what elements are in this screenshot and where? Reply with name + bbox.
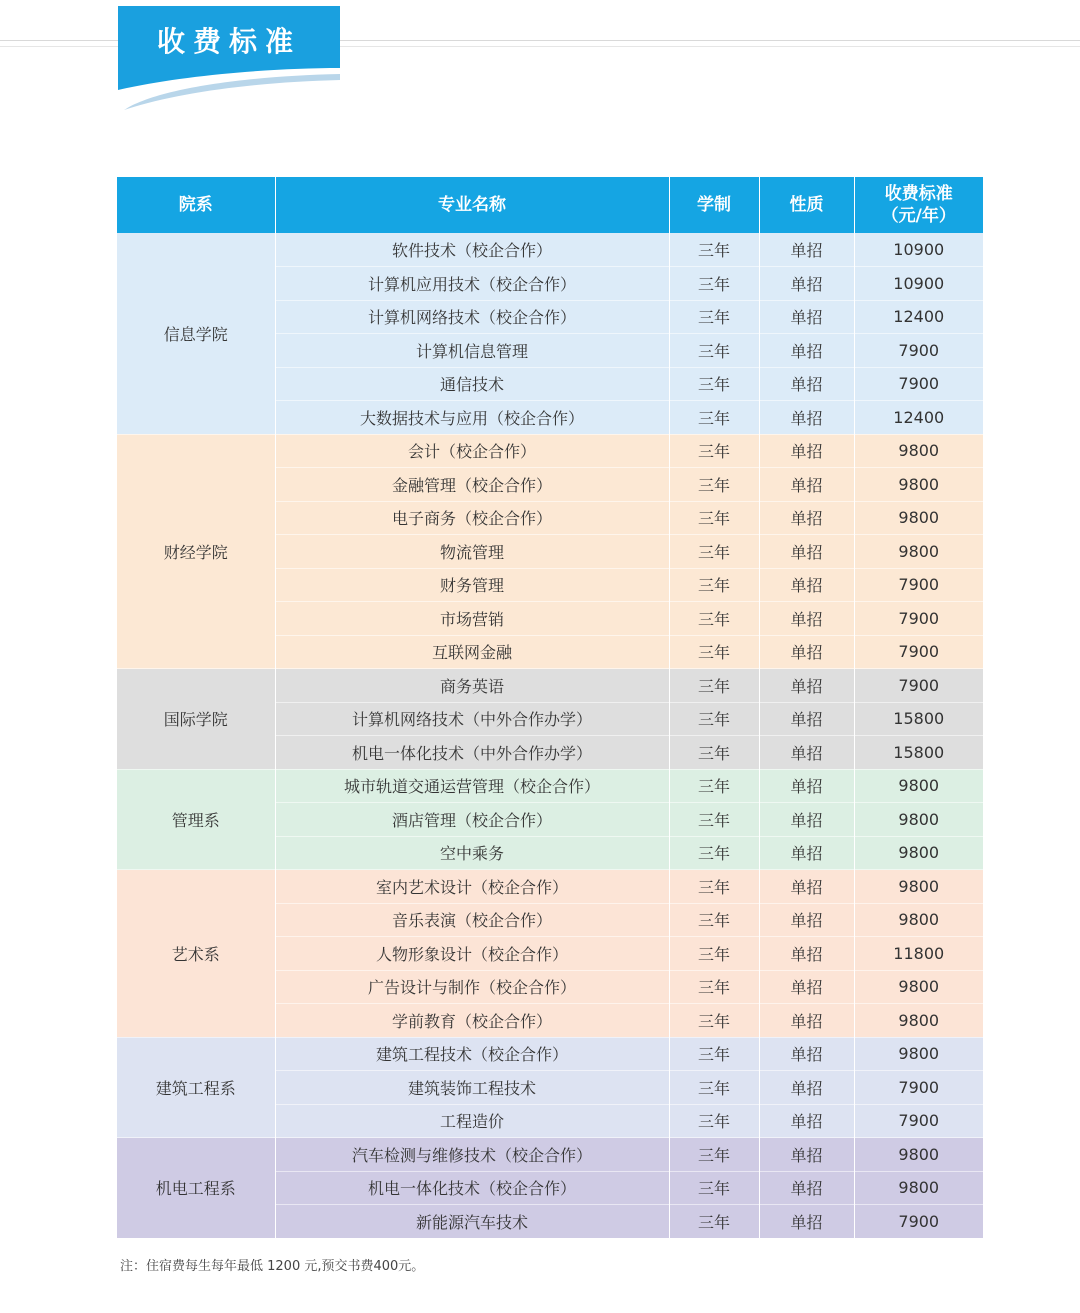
dept-cell: 财经学院 — [117, 434, 275, 669]
dept-cell: 管理系 — [117, 769, 275, 870]
major-cell: 工程造价 — [275, 1104, 669, 1138]
major-cell: 计算机信息管理 — [275, 334, 669, 368]
major-cell: 建筑装饰工程技术 — [275, 1071, 669, 1105]
duration-cell: 三年 — [669, 1171, 759, 1205]
fee-cell: 15800 — [854, 702, 983, 736]
table-row — [117, 434, 983, 468]
duration-cell: 三年 — [669, 1205, 759, 1239]
table-row — [117, 769, 983, 803]
duration-cell: 三年 — [669, 434, 759, 468]
dept-cell: 国际学院 — [117, 669, 275, 770]
major-cell: 新能源汽车技术 — [275, 1205, 669, 1239]
table-row — [117, 233, 983, 267]
major-cell: 电子商务（校企合作） — [275, 501, 669, 535]
major-cell: 音乐表演（校企合作） — [275, 903, 669, 937]
duration-cell: 三年 — [669, 903, 759, 937]
dept-cell: 机电工程系 — [117, 1138, 275, 1239]
section-header-badge — [118, 6, 340, 116]
type-cell: 单招 — [759, 501, 854, 535]
major-cell: 室内艺术设计（校企合作） — [275, 870, 669, 904]
major-cell: 城市轨道交通运营管理（校企合作） — [275, 769, 669, 803]
major-cell: 财务管理 — [275, 568, 669, 602]
duration-cell: 三年 — [669, 401, 759, 435]
fee-cell: 11800 — [854, 937, 983, 971]
footnote: 注：住宿费每生每年最低 1200 元,预交书费400元。 — [120, 1259, 425, 1274]
fee-cell: 9800 — [854, 468, 983, 502]
type-cell: 单招 — [759, 970, 854, 1004]
fee-cell: 9800 — [854, 970, 983, 1004]
major-cell: 市场营销 — [275, 602, 669, 636]
dept-cell: 建筑工程系 — [117, 1037, 275, 1138]
fee-cell: 15800 — [854, 736, 983, 770]
type-cell: 单招 — [759, 568, 854, 602]
fee-cell: 9800 — [854, 434, 983, 468]
duration-cell: 三年 — [669, 535, 759, 569]
major-cell: 人物形象设计（校企合作） — [275, 937, 669, 971]
type-cell: 单招 — [759, 1171, 854, 1205]
major-cell: 计算机网络技术（校企合作） — [275, 300, 669, 334]
duration-cell: 三年 — [669, 669, 759, 703]
column-header-fee: 收费标准 （元/年） — [854, 177, 983, 233]
fee-cell: 9800 — [854, 1037, 983, 1071]
major-cell: 通信技术 — [275, 367, 669, 401]
table-row — [117, 669, 983, 703]
fee-cell: 9800 — [854, 903, 983, 937]
duration-cell: 三年 — [669, 870, 759, 904]
type-cell: 单招 — [759, 769, 854, 803]
section-title: 收费标准 — [156, 25, 301, 58]
fee-cell: 9800 — [854, 836, 983, 870]
fee-cell: 7900 — [854, 367, 983, 401]
type-cell: 单招 — [759, 870, 854, 904]
major-cell: 软件技术（校企合作） — [275, 233, 669, 267]
major-cell: 计算机网络技术（中外合作办学） — [275, 702, 669, 736]
major-cell: 空中乘务 — [275, 836, 669, 870]
type-cell: 单招 — [759, 836, 854, 870]
column-header-duration: 学制 — [669, 177, 759, 233]
duration-cell: 三年 — [669, 300, 759, 334]
type-cell: 单招 — [759, 434, 854, 468]
type-cell: 单招 — [759, 535, 854, 569]
major-cell: 互联网金融 — [275, 635, 669, 669]
fee-cell: 7900 — [854, 602, 983, 636]
table-row — [117, 870, 983, 904]
major-cell: 机电一体化技术（中外合作办学） — [275, 736, 669, 770]
type-cell: 单招 — [759, 1104, 854, 1138]
duration-cell: 三年 — [669, 1138, 759, 1172]
type-cell: 单招 — [759, 267, 854, 301]
type-cell: 单招 — [759, 1138, 854, 1172]
table-row — [117, 1037, 983, 1071]
major-cell: 金融管理（校企合作） — [275, 468, 669, 502]
duration-cell: 三年 — [669, 970, 759, 1004]
fee-table — [117, 177, 983, 1239]
fee-cell: 10900 — [854, 233, 983, 267]
type-cell: 单招 — [759, 602, 854, 636]
type-cell: 单招 — [759, 635, 854, 669]
duration-cell: 三年 — [669, 937, 759, 971]
major-cell: 建筑工程技术（校企合作） — [275, 1037, 669, 1071]
table-header-row — [117, 177, 983, 233]
type-cell: 单招 — [759, 937, 854, 971]
type-cell: 单招 — [759, 300, 854, 334]
fee-cell: 12400 — [854, 300, 983, 334]
major-cell: 学前教育（校企合作） — [275, 1004, 669, 1038]
duration-cell: 三年 — [669, 1037, 759, 1071]
fee-cell: 7900 — [854, 1104, 983, 1138]
duration-cell: 三年 — [669, 1004, 759, 1038]
fee-cell: 9800 — [854, 769, 983, 803]
fee-cell: 9800 — [854, 1004, 983, 1038]
type-cell: 单招 — [759, 233, 854, 267]
type-cell: 单招 — [759, 367, 854, 401]
duration-cell: 三年 — [669, 233, 759, 267]
duration-cell: 三年 — [669, 1071, 759, 1105]
fee-cell: 9800 — [854, 1171, 983, 1205]
column-header-major: 专业名称 — [275, 177, 669, 233]
fee-cell: 7900 — [854, 334, 983, 368]
fee-cell: 9800 — [854, 870, 983, 904]
major-cell: 汽车检测与维修技术（校企合作） — [275, 1138, 669, 1172]
duration-cell: 三年 — [669, 836, 759, 870]
fee-cell: 7900 — [854, 1205, 983, 1239]
type-cell: 单招 — [759, 401, 854, 435]
major-cell: 计算机应用技术（校企合作） — [275, 267, 669, 301]
type-cell: 单招 — [759, 803, 854, 837]
fee-cell: 7900 — [854, 1071, 983, 1105]
duration-cell: 三年 — [669, 468, 759, 502]
duration-cell: 三年 — [669, 702, 759, 736]
duration-cell: 三年 — [669, 803, 759, 837]
dept-cell: 信息学院 — [117, 233, 275, 434]
type-cell: 单招 — [759, 1071, 854, 1105]
major-cell: 酒店管理（校企合作） — [275, 803, 669, 837]
column-header-type: 性质 — [759, 177, 854, 233]
column-header-dept: 院系 — [117, 177, 275, 233]
duration-cell: 三年 — [669, 769, 759, 803]
type-cell: 单招 — [759, 468, 854, 502]
fee-cell: 7900 — [854, 635, 983, 669]
duration-cell: 三年 — [669, 367, 759, 401]
duration-cell: 三年 — [669, 568, 759, 602]
duration-cell: 三年 — [669, 501, 759, 535]
fee-cell: 9800 — [854, 501, 983, 535]
fee-cell: 12400 — [854, 401, 983, 435]
table-row — [117, 1138, 983, 1172]
fee-cell: 9800 — [854, 535, 983, 569]
dept-cell: 艺术系 — [117, 870, 275, 1038]
major-cell: 商务英语 — [275, 669, 669, 703]
major-cell: 广告设计与制作（校企合作） — [275, 970, 669, 1004]
type-cell: 单招 — [759, 702, 854, 736]
type-cell: 单招 — [759, 1037, 854, 1071]
type-cell: 单招 — [759, 669, 854, 703]
duration-cell: 三年 — [669, 602, 759, 636]
duration-cell: 三年 — [669, 635, 759, 669]
major-cell: 机电一体化技术（校企合作） — [275, 1171, 669, 1205]
fee-table-body — [117, 233, 983, 1238]
duration-cell: 三年 — [669, 736, 759, 770]
major-cell: 会计（校企合作） — [275, 434, 669, 468]
major-cell: 物流管理 — [275, 535, 669, 569]
duration-cell: 三年 — [669, 1104, 759, 1138]
fee-cell: 7900 — [854, 669, 983, 703]
fee-cell: 9800 — [854, 803, 983, 837]
type-cell: 单招 — [759, 334, 854, 368]
type-cell: 单招 — [759, 903, 854, 937]
fee-cell: 10900 — [854, 267, 983, 301]
fee-cell: 7900 — [854, 568, 983, 602]
type-cell: 单招 — [759, 736, 854, 770]
major-cell: 大数据技术与应用（校企合作） — [275, 401, 669, 435]
duration-cell: 三年 — [669, 267, 759, 301]
type-cell: 单招 — [759, 1205, 854, 1239]
fee-cell: 9800 — [854, 1138, 983, 1172]
duration-cell: 三年 — [669, 334, 759, 368]
type-cell: 单招 — [759, 1004, 854, 1038]
